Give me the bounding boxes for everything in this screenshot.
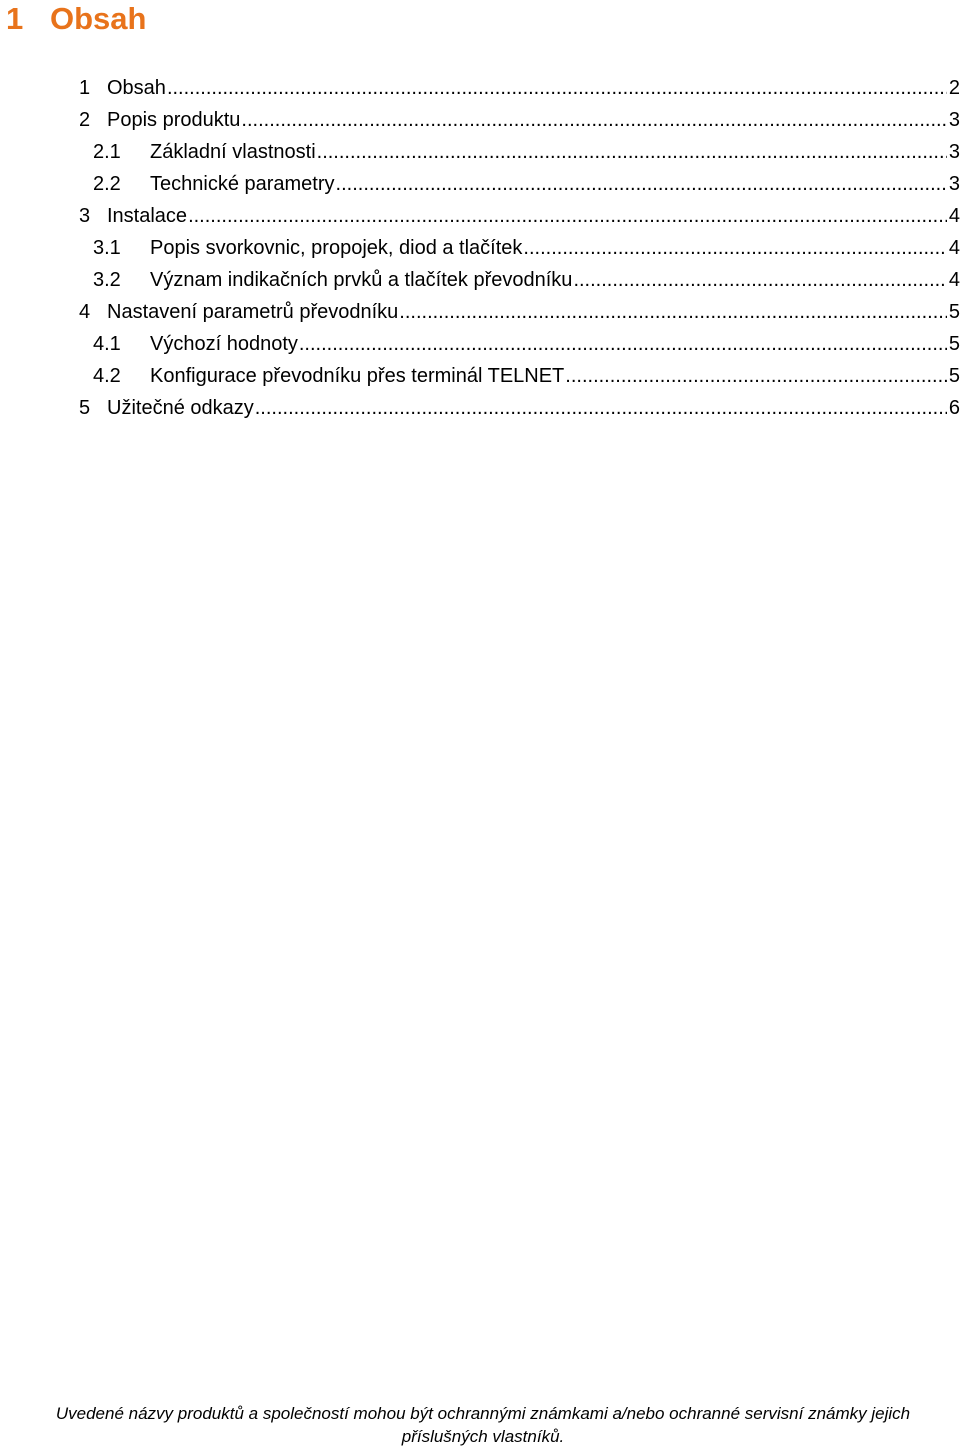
toc-entry-title: Popis svorkovnic, propojek, diod a tlačítek: [150, 237, 523, 259]
toc-entry-title: Popis produktu: [107, 109, 241, 131]
toc-entry-zakladni-vlastnosti[interactable]: [79, 136, 960, 168]
toc-entry-technicke-parametry[interactable]: [79, 168, 960, 200]
toc-entry-page: 2: [948, 77, 960, 99]
toc-dot-leader: [255, 392, 947, 424]
section-heading: [6, 0, 146, 38]
toc-entry-title: Užitečné odkazy: [107, 397, 254, 419]
toc-entry-page: 3: [948, 109, 960, 131]
table-of-contents: [79, 72, 960, 424]
toc-entry-page: 4: [948, 237, 960, 259]
toc-entry-page: 5: [948, 333, 960, 355]
toc-entry-page: 3: [948, 141, 960, 163]
toc-entry-page: 5: [948, 301, 960, 323]
toc-dot-leader: [573, 264, 947, 296]
toc-entry-number: 2.2: [93, 173, 121, 195]
toc-entry-nastaveni-parametru[interactable]: [79, 296, 960, 328]
toc-dot-leader: [523, 232, 947, 264]
toc-dot-leader: [167, 72, 947, 104]
toc-entry-popis-svorkovnic[interactable]: [79, 232, 960, 264]
toc-dot-leader: [241, 104, 947, 136]
toc-entry-page: 3: [948, 173, 960, 195]
toc-entry-vyznam-indikacnich-prvku[interactable]: [79, 264, 960, 296]
toc-dot-leader: [188, 200, 947, 232]
toc-entry-number: 3.2: [93, 269, 121, 291]
page-footer: [0, 1402, 960, 1448]
section-heading-number: 1: [6, 1, 24, 36]
toc-entry-title: Nastavení parametrů převodníku: [107, 301, 399, 323]
toc-entry-page: 4: [948, 205, 960, 227]
toc-entry-page: 5: [948, 365, 960, 387]
toc-entry-number: 4: [79, 301, 91, 323]
toc-entry-title: Základní vlastnosti: [150, 141, 316, 163]
toc-entry-number: 5: [79, 397, 91, 419]
toc-entry-title: Obsah: [107, 77, 166, 99]
toc-entry-vychozi-hodnoty[interactable]: [79, 328, 960, 360]
toc-entry-title: Technické parametry: [150, 173, 335, 195]
toc-dot-leader: [399, 296, 947, 328]
toc-entry-number: 2: [79, 109, 91, 131]
section-heading-title: Obsah: [50, 1, 147, 36]
toc-entry-number: 3.1: [93, 237, 121, 259]
toc-entry-title: Význam indikačních prvků a tlačítek převodníku: [150, 269, 573, 291]
toc-entry-uzitecne-odkazy[interactable]: [79, 392, 960, 424]
toc-entry-title: Výchozí hodnoty: [150, 333, 298, 355]
toc-dot-leader: [336, 168, 947, 200]
footer-trademark-notice-line2: příslušných vlastníků.: [401, 1427, 565, 1446]
toc-entry-number: 1: [79, 77, 91, 99]
footer-trademark-notice-line1: Uvedené názvy produktů a společností mohou být ochrannými známkami a/nebo ochranné servisní známky jejich: [55, 1404, 911, 1423]
toc-entry-number: 3: [79, 205, 91, 227]
toc-entry-instalace[interactable]: [79, 200, 960, 232]
toc-entry-number: 2.1: [93, 141, 121, 163]
toc-dot-leader: [565, 360, 947, 392]
toc-entry-page: 4: [948, 269, 960, 291]
toc-entry-title: Konfigurace převodníku přes terminál TELNET: [150, 365, 565, 387]
toc-entry-number: 4.2: [93, 365, 121, 387]
toc-dot-leader: [317, 136, 947, 168]
toc-dot-leader: [299, 328, 947, 360]
toc-entry-page: 6: [948, 397, 960, 419]
toc-entry-obsah[interactable]: [79, 72, 960, 104]
toc-entry-konfigurace-telnet[interactable]: [79, 360, 960, 392]
toc-entry-title: Instalace: [107, 205, 188, 227]
toc-entry-popis-produktu[interactable]: [79, 104, 960, 136]
toc-entry-number: 4.1: [93, 333, 121, 355]
